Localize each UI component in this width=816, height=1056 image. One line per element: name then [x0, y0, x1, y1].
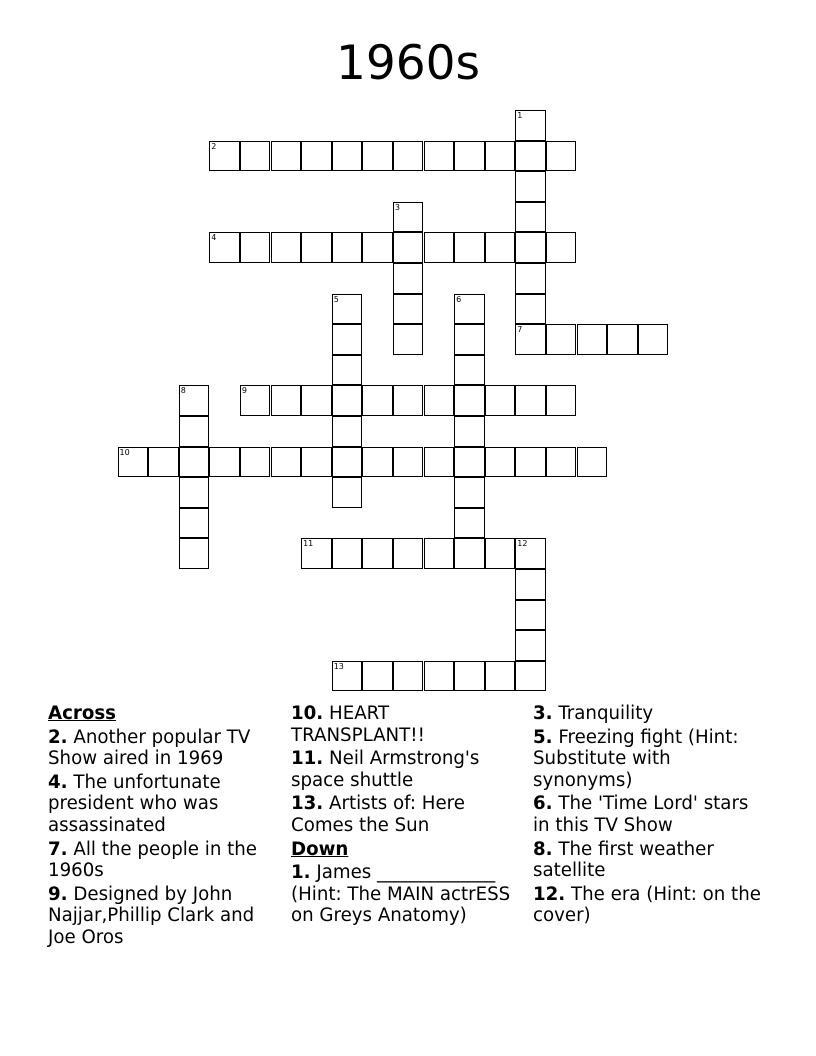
grid-cell[interactable]	[515, 630, 546, 661]
grid-cell[interactable]	[332, 416, 363, 447]
grid-cell[interactable]	[240, 447, 271, 478]
grid-cell[interactable]	[515, 232, 546, 263]
grid-cell[interactable]	[301, 141, 332, 172]
grid-cell[interactable]	[577, 447, 608, 478]
clue-number: 7	[517, 325, 523, 335]
grid-cell[interactable]	[424, 385, 455, 416]
grid-cell[interactable]	[362, 385, 393, 416]
grid-cell[interactable]	[485, 661, 516, 692]
grid-cell[interactable]	[332, 324, 363, 355]
grid-cell[interactable]	[118, 447, 149, 478]
clue-item-text: Artists of: Here Comes the Sun	[291, 793, 465, 836]
clue-item-number: 7.	[48, 838, 68, 860]
grid-cell[interactable]	[179, 416, 210, 447]
grid-cell[interactable]	[454, 416, 485, 447]
clue-item-text: All the people in the 1960s	[48, 838, 257, 882]
clue-number: 6	[456, 294, 462, 304]
grid-cell[interactable]	[179, 477, 210, 508]
clue-number: 11	[303, 539, 314, 549]
clue-item-number: 3.	[533, 703, 553, 724]
grid-cell[interactable]	[393, 661, 424, 692]
grid-cell[interactable]	[362, 447, 393, 478]
grid-cell[interactable]	[515, 202, 546, 233]
clue-number: 5	[333, 294, 339, 304]
clue-number: 2	[211, 141, 217, 151]
clue-item-number: 6.	[533, 793, 553, 815]
clue-number: 4	[211, 233, 217, 243]
grid-cell[interactable]	[393, 202, 424, 233]
clue-column-2	[291, 703, 523, 929]
grid-cell[interactable]	[393, 324, 424, 355]
grid-cell[interactable]	[301, 447, 332, 478]
grid-cell[interactable]	[424, 447, 455, 478]
clue-item-number: 12.	[533, 883, 566, 905]
grid-cell[interactable]	[424, 661, 455, 692]
clue-item-number: 5.	[533, 726, 553, 748]
grid-cell[interactable]	[271, 232, 302, 263]
clue-item	[48, 839, 280, 882]
grid-cell[interactable]	[393, 232, 424, 263]
grid-cell[interactable]	[393, 447, 424, 478]
grid-cell[interactable]	[515, 447, 546, 478]
clue-item	[533, 884, 765, 927]
grid-cell[interactable]	[424, 538, 455, 569]
grid-cell[interactable]	[209, 447, 240, 478]
grid-cell[interactable]	[271, 385, 302, 416]
grid-cell[interactable]	[515, 661, 546, 692]
grid-cell[interactable]	[179, 538, 210, 569]
grid-cell[interactable]	[546, 385, 577, 416]
clue-item-number: 8.	[533, 838, 553, 860]
clue-item	[291, 703, 523, 746]
clue-item-text: HEART TRANSPLANT!!	[291, 703, 425, 746]
grid-cell[interactable]	[454, 447, 485, 478]
clue-number: 9	[241, 386, 247, 396]
clue-item-text: The first weather satellite	[533, 838, 714, 882]
grid-cell[interactable]	[332, 355, 363, 386]
grid-cell[interactable]	[271, 447, 302, 478]
grid-cell[interactable]	[332, 294, 363, 325]
clue-item-number: 11.	[291, 748, 324, 770]
grid-cell[interactable]	[515, 600, 546, 631]
grid-cell[interactable]	[515, 569, 546, 600]
grid-cell[interactable]	[271, 141, 302, 172]
clue-item-text: Neil Armstrong's space shuttle	[291, 748, 480, 791]
grid-cell[interactable]	[240, 232, 271, 263]
grid-cell[interactable]	[393, 385, 424, 416]
grid-cell[interactable]	[332, 385, 363, 416]
clue-column-1	[48, 703, 280, 951]
grid-cell[interactable]	[179, 508, 210, 539]
grid-cell[interactable]	[454, 232, 485, 263]
grid-cell[interactable]	[424, 141, 455, 172]
grid-cell[interactable]	[301, 232, 332, 263]
grid-cell[interactable]	[332, 661, 363, 692]
clue-item-text: Tranquility	[558, 703, 654, 724]
clue-item	[48, 884, 280, 949]
clue-item-text: Freezing fight (Hint: Substitute with synonyms)	[533, 726, 739, 791]
clue-item	[533, 727, 765, 792]
clue-item-number: 4.	[48, 771, 68, 793]
clue-number: 3	[394, 202, 400, 212]
grid-cell[interactable]	[454, 324, 485, 355]
grid-cell[interactable]	[454, 294, 485, 325]
clue-number: 12	[517, 539, 528, 549]
clue-item	[48, 727, 280, 770]
grid-cell[interactable]	[515, 385, 546, 416]
down-heading: Down	[291, 838, 349, 860]
clue-column-3	[533, 703, 765, 929]
grid-cell[interactable]	[332, 447, 363, 478]
grid-cell[interactable]	[393, 263, 424, 294]
grid-cell[interactable]	[515, 171, 546, 202]
clue-number: 8	[180, 386, 186, 396]
clue-item-text: The era (Hint: on the cover)	[533, 883, 761, 927]
grid-cell[interactable]	[332, 232, 363, 263]
grid-cell[interactable]	[332, 141, 363, 172]
clue-item-text: The unfortunate president who was assassinated	[48, 771, 221, 836]
clue-item-number: 10.	[291, 703, 324, 724]
grid-cell[interactable]	[454, 385, 485, 416]
clue-item	[48, 772, 280, 837]
clue-item-text: The 'Time Lord' stars in this TV Show	[533, 793, 749, 836]
grid-cell[interactable]	[362, 538, 393, 569]
grid-cell[interactable]	[332, 538, 363, 569]
clue-item	[291, 862, 523, 927]
grid-cell[interactable]	[638, 324, 669, 355]
grid-cell[interactable]	[240, 141, 271, 172]
clue-item-text: James _____________ (Hint: The MAIN actrESS on Greys Anatomy)	[291, 862, 511, 927]
clue-number: 1	[517, 111, 523, 120]
grid-cell[interactable]	[209, 232, 240, 263]
across-heading: Across	[48, 703, 116, 724]
grid-cell[interactable]	[301, 538, 332, 569]
clue-item	[533, 703, 765, 725]
grid-cell[interactable]	[301, 385, 332, 416]
grid-cell[interactable]	[454, 477, 485, 508]
grid-cell[interactable]	[393, 538, 424, 569]
grid-cell[interactable]	[179, 385, 210, 416]
clue-item	[291, 748, 523, 791]
clue-item	[533, 793, 765, 836]
grid-cell[interactable]	[332, 477, 363, 508]
grid-cell[interactable]	[179, 447, 210, 478]
grid-cell[interactable]	[454, 141, 485, 172]
grid-cell[interactable]	[546, 324, 577, 355]
grid-cell[interactable]	[515, 141, 546, 172]
grid-cell[interactable]	[454, 538, 485, 569]
clue-item-number: 2.	[48, 726, 68, 748]
clue-number: 13	[333, 661, 344, 671]
grid-cell[interactable]	[485, 538, 516, 569]
clue-item	[533, 839, 765, 882]
grid-cell[interactable]	[454, 508, 485, 539]
grid-cell[interactable]	[515, 294, 546, 325]
grid-cell[interactable]	[485, 385, 516, 416]
grid-cell[interactable]	[607, 324, 638, 355]
grid-cell[interactable]	[424, 232, 455, 263]
grid-cell[interactable]	[485, 232, 516, 263]
grid-cell[interactable]	[454, 355, 485, 386]
grid-cell[interactable]	[546, 232, 577, 263]
grid-cell[interactable]	[393, 141, 424, 172]
grid-cell[interactable]	[209, 141, 240, 172]
clue-item-text: Designed by John Najjar,Phillip Clark and Joe Oros	[48, 883, 255, 948]
clue-number: 10	[119, 447, 130, 457]
clue-item-number: 13.	[291, 793, 324, 815]
grid-cell[interactable]	[393, 294, 424, 325]
grid-cell[interactable]	[515, 110, 546, 141]
grid-cell[interactable]	[485, 447, 516, 478]
grid-cell[interactable]	[362, 661, 393, 692]
grid-cell[interactable]	[546, 141, 577, 172]
page-title: 1960s	[335, 36, 481, 91]
clue-item-number: 9.	[48, 883, 68, 905]
grid-cell[interactable]	[362, 141, 393, 172]
clue-item-number: 1.	[291, 862, 311, 884]
grid-cell[interactable]	[515, 324, 546, 355]
grid-cell[interactable]	[546, 447, 577, 478]
grid-cell[interactable]	[515, 263, 546, 294]
grid-cell[interactable]	[362, 232, 393, 263]
grid-cell[interactable]	[454, 661, 485, 692]
grid-cell[interactable]	[515, 538, 546, 569]
grid-cell[interactable]	[577, 324, 608, 355]
grid-cell[interactable]	[148, 447, 179, 478]
grid-cell[interactable]	[485, 141, 516, 172]
clue-item-text: Another popular TV Show aired in 1969	[48, 726, 251, 770]
clue-item	[291, 793, 523, 836]
grid-cell[interactable]	[240, 385, 271, 416]
